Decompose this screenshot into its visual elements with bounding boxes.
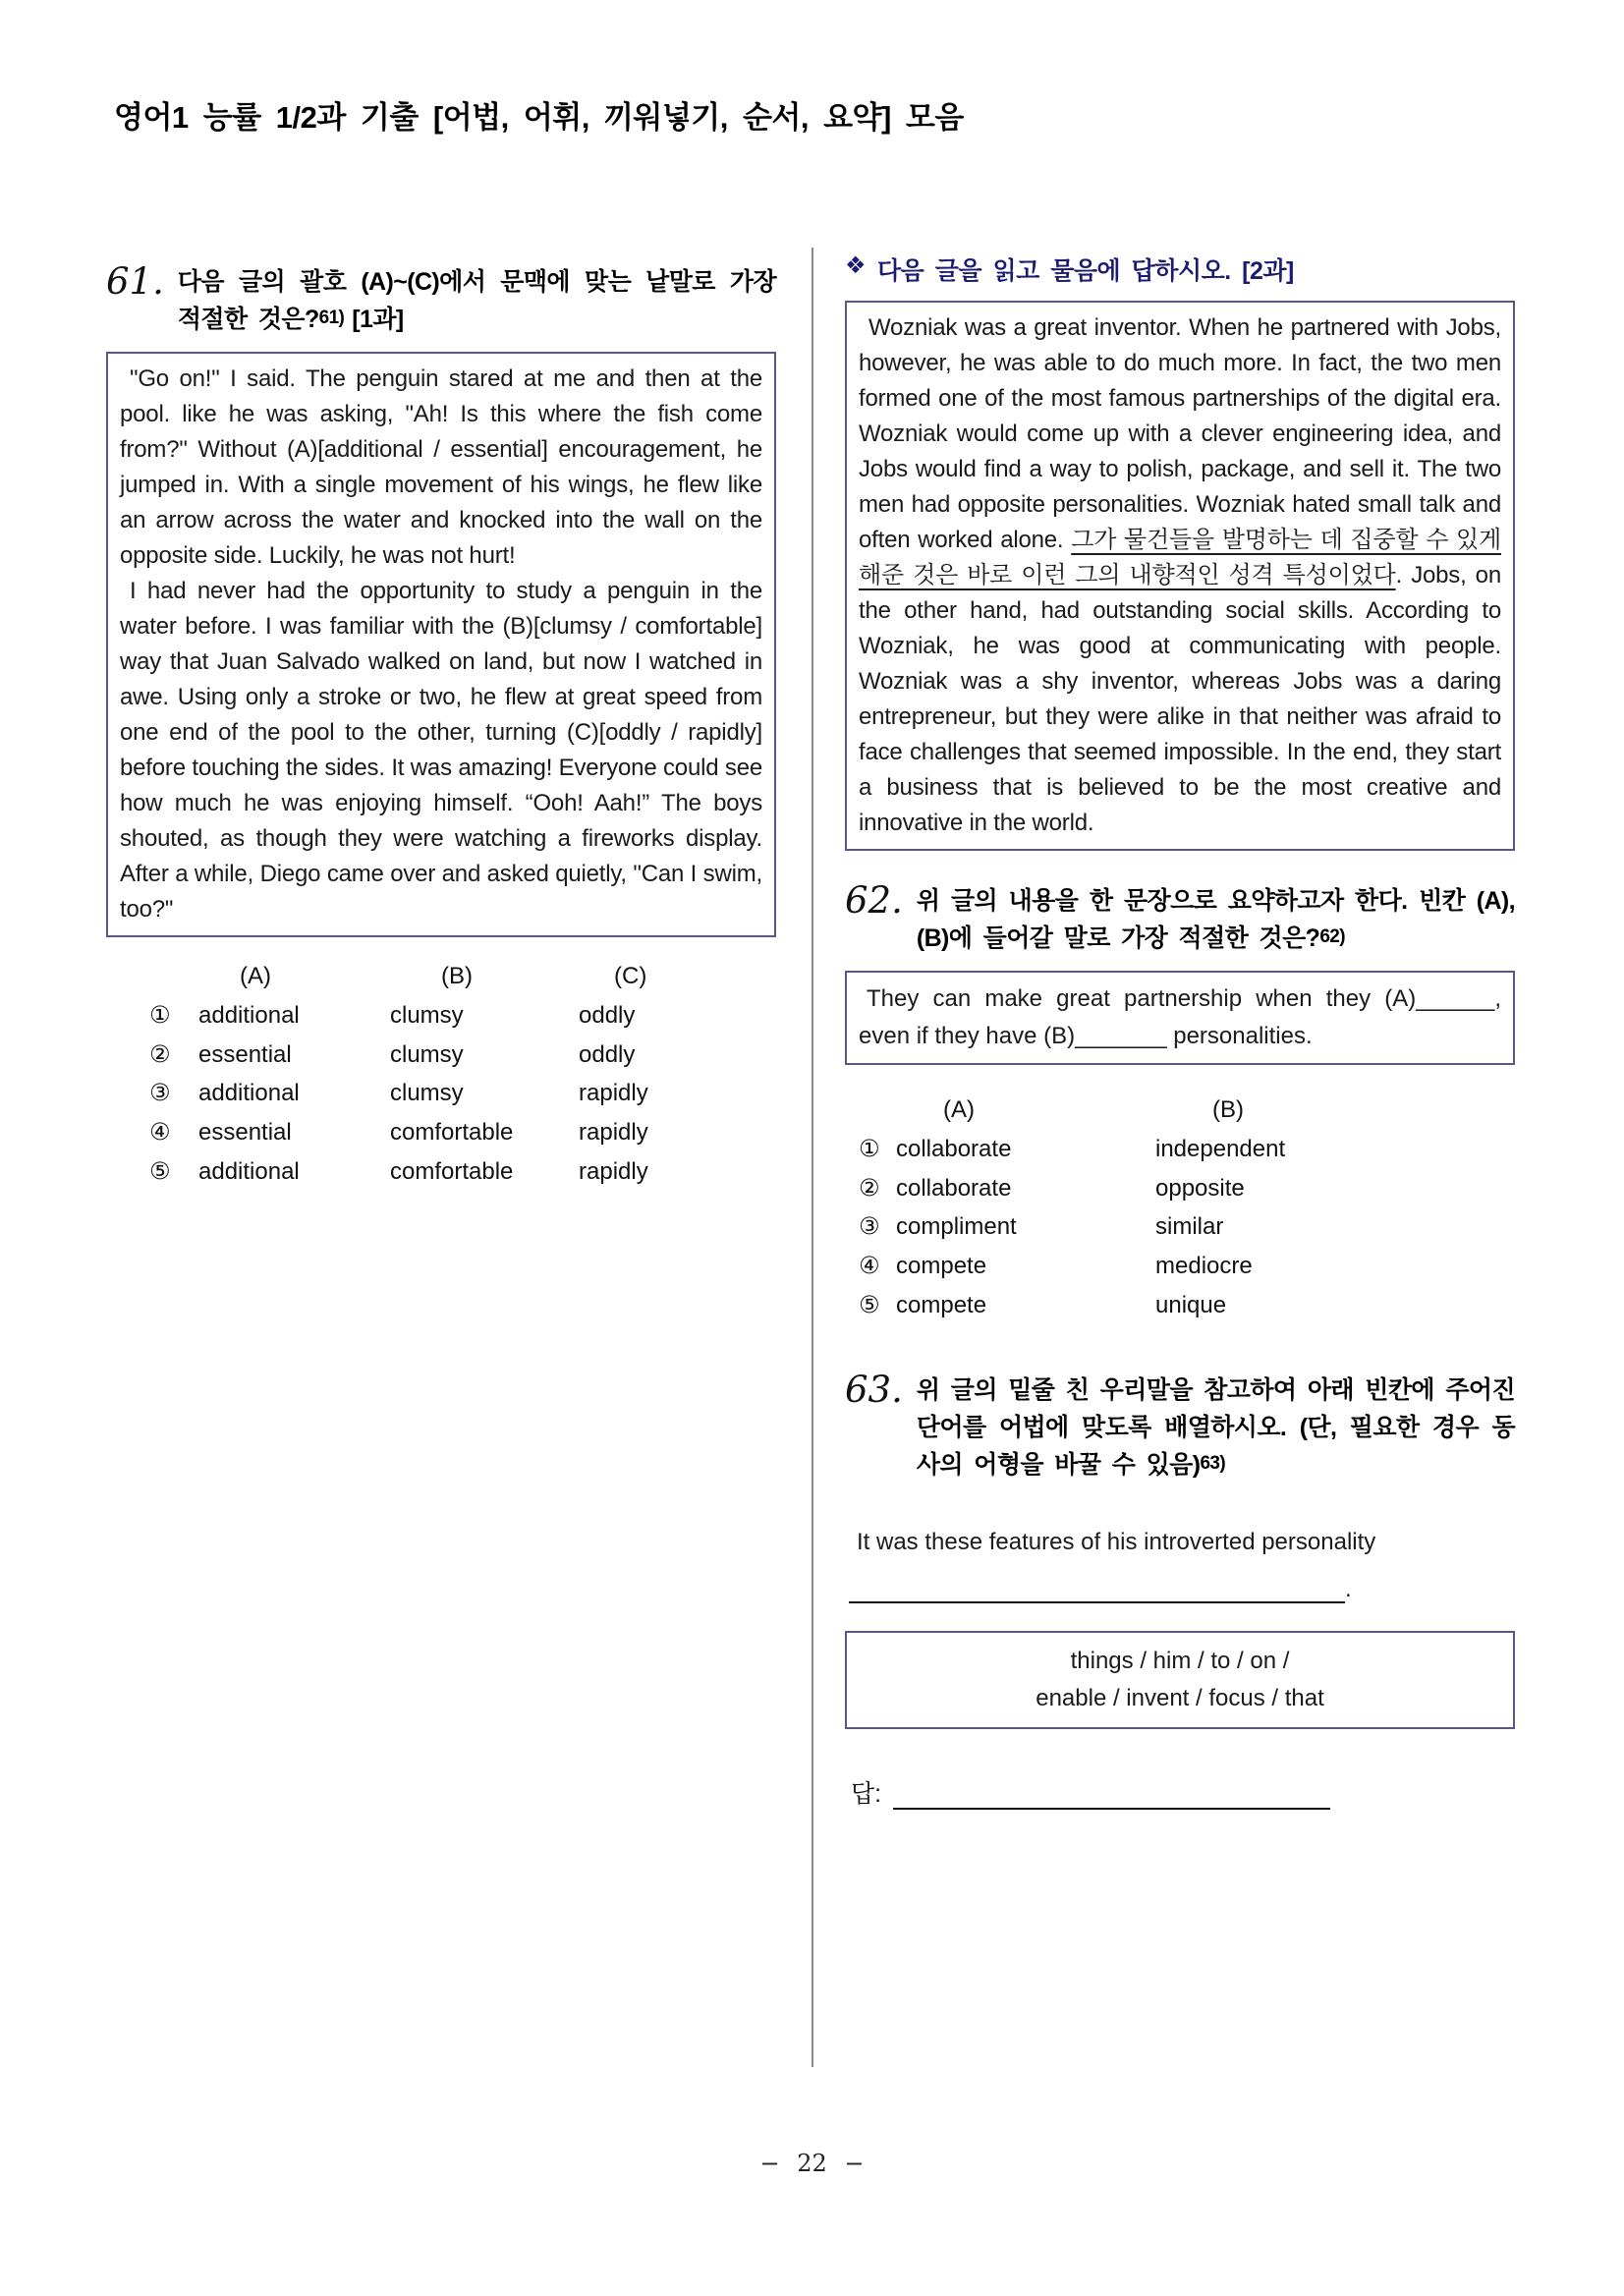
empty-cell: [859, 1096, 896, 1125]
passage-paragraph: [859, 310, 1501, 841]
question-63-prompt-text: 위 글의 밑줄 친 우리말을 참고하여 아래 빈칸에 주어진 단어를 어법에 맞도록 배열하시오. (단, 필요한 경우 동사의 어형을 바꿀 수 있음): [916, 1375, 1515, 1479]
option-number: ②: [149, 1040, 171, 1068]
option-number: ③: [859, 1213, 880, 1241]
empty-cell: [149, 963, 198, 991]
option-a: essential: [198, 1040, 292, 1068]
right-column: [845, 252, 1515, 1810]
option-number: ①: [149, 1001, 171, 1029]
question-61-prompt-text: 다음 글의 괄호 (A)~(C)에서 문맥에 맞는 낱말로 가장 적절한 것은?: [177, 268, 776, 333]
option-b: comfortable: [390, 1157, 514, 1185]
passage-text-before: Wozniak was a great inventor. When he partnered with Jobs, however, he was able to do much more. In fact, the two men formed one of the most famous partnerships of the digital era. Wozniak would come up with a clever engineering idea, and Jobs would find a way to polish, package, and sell it. The two men had opposite personalities. Wozniak hated small talk and often worked alone.: [859, 314, 1501, 553]
passage-paragraph-1: "Go on!" I said. The penguin stared at me and then at the pool. like he was asking, "Ah! Is this where the fish come from?" Without (A)[additional / essential] encouragement, he jumped in. With a single movement of his wings, he flew like an arrow across the water and knocked into the wall on the opposite side. Luckily, he was not hurt!: [120, 365, 762, 569]
blank-line-period: .: [1345, 1575, 1352, 1602]
option-c: rapidly: [579, 1119, 648, 1147]
word-bank-box: [845, 1631, 1515, 1729]
question-61-footnote: 61): [318, 308, 345, 328]
answer-label: 답:: [851, 1779, 882, 1808]
question-63-footnote: 63): [1200, 1452, 1226, 1474]
question-63-heading: [845, 1368, 1515, 1484]
answer-row: [845, 1774, 1515, 1810]
question-63-blank-row: [845, 1576, 1515, 1603]
question-61-passage-box: [106, 352, 776, 937]
column-header-a: (A): [943, 1096, 975, 1123]
option-a: additional: [198, 1001, 300, 1029]
column-header-b: (B): [1212, 1096, 1244, 1123]
blank-line: [849, 1577, 1345, 1603]
column-header-a: (A): [240, 963, 271, 989]
page-title: 영어1 능률 1/2과 기출 [어법, 어휘, 끼워넣기, 순서, 요약] 모음: [114, 100, 964, 135]
option-b: clumsy: [390, 1040, 464, 1068]
option-c: oddly: [579, 1040, 636, 1068]
option-number: ⑤: [859, 1291, 880, 1318]
option-b: opposite: [1155, 1174, 1245, 1202]
question-61-heading: [106, 260, 776, 338]
option-a: essential: [198, 1119, 292, 1147]
option-a: compliment: [896, 1213, 1017, 1241]
section-2-passage-box: [845, 301, 1515, 851]
question-63-number: 63.: [845, 1368, 903, 1411]
question-62-footnote: 62): [1319, 926, 1345, 947]
column-header-b: (B): [441, 963, 473, 989]
question-61-options-table: [106, 963, 776, 1187]
option-a: collaborate: [896, 1135, 1012, 1162]
question-63-sentence: It was these features of his introverted personality: [857, 1528, 1376, 1555]
question-62-heading: [845, 879, 1515, 957]
option-a: additional: [198, 1157, 300, 1185]
option-number: ①: [859, 1135, 880, 1162]
option-b: comfortable: [390, 1119, 514, 1147]
option-number: ④: [149, 1119, 171, 1147]
option-a: compete: [896, 1291, 987, 1318]
page-number: − 22 −: [759, 2150, 865, 2177]
question-62-options-table: [845, 1096, 1515, 1320]
answer-blank-line: [893, 1782, 1330, 1810]
option-number: ③: [149, 1080, 171, 1107]
option-c: rapidly: [579, 1157, 648, 1185]
option-a: collaborate: [896, 1174, 1012, 1202]
option-number: ④: [859, 1253, 880, 1280]
section-2-header: [845, 252, 1515, 287]
question-61-prompt: [178, 263, 776, 338]
option-b: independent: [1155, 1135, 1286, 1162]
question-61-number: 61.: [106, 260, 164, 303]
section-2-header-text: 다음 글을 읽고 물음에 답하시오. [2과]: [877, 257, 1294, 285]
option-b: clumsy: [390, 1080, 464, 1107]
option-b: clumsy: [390, 1001, 464, 1029]
option-b: similar: [1155, 1213, 1224, 1241]
word-bank-line-2: enable / invent / focus / that: [1036, 1684, 1324, 1711]
option-number: ⑤: [149, 1157, 171, 1185]
passage-paragraph-2: I had never had the opportunity to study a penguin in the water before. I was familiar with the (B)[clumsy / comfortable] way that Juan Salvado walked on land, but now I watched in awe. Using only a stroke or two, he flew at great speed from one end of the pool to the other, turning (C)[oddly / rapidly] before touching the sides. It was amazing! Everyone could see how much he was enjoying himself. “Ooh! Aah!” The boys shouted, as though they were watching a fireworks display. After a while, Diego came over and asked quietly, "Can I swim, too?": [120, 578, 762, 923]
option-b: mediocre: [1155, 1253, 1253, 1280]
option-b: unique: [1155, 1291, 1227, 1318]
option-number: ②: [859, 1174, 880, 1202]
question-63-prompt: [917, 1372, 1515, 1484]
underlined-korean-sentence: 그가 물건들을 발명하는 데 집중할 수 있게 해준 것은 바로 이런 그의 내향적인 성격 특성이었다: [859, 527, 1501, 588]
question-62-summary-box: [845, 971, 1515, 1065]
column-divider: [812, 248, 813, 2067]
option-c: rapidly: [579, 1080, 648, 1107]
question-62-prompt: [917, 882, 1515, 957]
left-column: [106, 260, 776, 1187]
option-a: compete: [896, 1253, 987, 1280]
question-62-prompt-text: 위 글의 내용을 한 문장으로 요약하고자 한다. 빈칸 (A), (B)에 들어갈 말로 가장 적절한 것은?: [916, 887, 1515, 952]
question-61-lesson-tag: [1과]: [352, 306, 404, 333]
diamond-marker-icon: ❖: [845, 252, 867, 279]
option-a: additional: [198, 1080, 300, 1107]
option-c: oddly: [579, 1001, 636, 1029]
summary-sentence: They can make great partnership when they (A)______, even if they have (B)_______ personalities.: [859, 985, 1501, 1049]
column-header-c: (C): [614, 963, 647, 989]
question-62-number: 62.: [845, 879, 903, 922]
word-bank-line-1: things / him / to / on /: [1070, 1647, 1290, 1674]
passage-text-after: . Jobs, on the other hand, had outstanding social skills. According to Wozniak, he was good at communicating with people. Wozniak was a shy inventor, whereas Jobs was a daring entrepreneur, but they were alike in that neither was afraid to face challenges that seemed impossible. In the end, they start a business that is believed to be the most creative and innovative in the world.: [859, 562, 1501, 836]
